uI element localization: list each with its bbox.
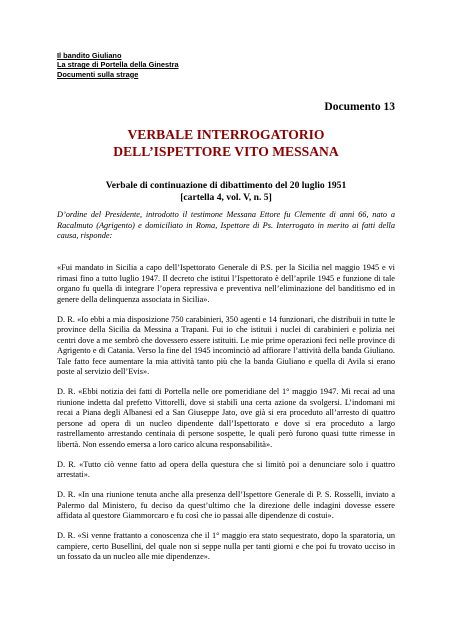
subtitle-line: Verbale di continuazione di dibattimento del 20 luglio 1951 [105, 180, 347, 191]
link-bandito-giuliano[interactable]: Il bandito Giuliano [57, 51, 122, 60]
paragraph: D. R. «Si venne frattanto a conoscenza che il 1° maggio era stato sequestrato, dopo la sparatoria, un campiere, certo Busellini, del quale non si seppe nulla per tanti giorni e che poi fu trovato ucciso in un fossato da un nucleo alle mie dipendenze». [57, 531, 395, 561]
paragraph: D. R. «Io ebbi a mia disposizione 750 carabinieri, 350 agenti e 14 funzionari, che distribuii in tutte le province della Sicilia da Messina a Trapani. Fui io che istituii i nuclei di carabinieri e polizia nei centri dove a me sembrò che dovessero essere istituiti. Le mie prime operazioni feci nelle province di Agrigento e di Catania. Verso la fine del 1945 incominciò ad affiorare l’attività della banda Giuliano. Tale fatto fece aumentare la mia attività tanto più che la banda Giuliano e quella di Avila si erano poste al servizio dell’Evis». [57, 314, 395, 376]
link-strage-portella[interactable]: La strage di Portella della Ginestra [57, 60, 179, 70]
title-line: VERBALE INTERROGATORIO [127, 127, 325, 142]
body-text [57, 263, 395, 572]
intro-paragraph: D’ordine del Presidente, introdotto il testimone Messana Ettore fu Clemente di anni 66, nato a Racalmuto (Agrigento) e domiciliato in Roma, Ispettore di Ps. Interrogato in merito ai fatti della causa, risponde: [57, 210, 395, 240]
paragraph: «Fui mandato in Sicilia a capo dell’Ispettorato Generale di P.S. per la Sicilia nel maggio 1945 e vi rimasi fino a tutto luglio 1947. Il decreto che istitui l’Ispettorato è dell’aprile 1945 e funzione di tale organo fu quella di integrare l’opera repressiva e preventiva nell’eliminazione del banditismo ed in genere della delinquenza associata in Sicilia». [57, 263, 395, 304]
title-line: DELL’ISPETTORE VITO MESSANA [113, 144, 339, 159]
subtitle [57, 180, 395, 204]
document-number: Documento 13 [324, 101, 395, 113]
paragraph: D. R. «Tutto ciò venne fatto ad opera della questura che si limitò poi a denunciare solo i quattro arrestati». [57, 459, 395, 479]
subtitle-line: [cartella 4, vol. V, n. 5] [180, 192, 272, 203]
paragraph: D. R. «In una riunione tenuta anche alla presenza dell’Ispettore Generale di P. S. Rosselli, inviato a Palermo dal Ministero, fu deciso da quest’ultimo che la direzione delle indagini dovesse essere affidata al questore Giammorcaro e fu così che io passai alle dipendenze di costui». [57, 490, 395, 520]
breadcrumb-links [57, 51, 179, 79]
paragraph: D. R. «Ebbi notizia dei fatti di Portella nelle ore pomeridiane del 1° maggio 1947. Mi recai ad una riunione indetta dal prefetto Vittorelli, dove si stabilì una certa azione da svolgersi. L’indomani mi recai a Piana degli Albanesi ed a San Giuseppe Jato, ove già si era proceduto all’arresto di quattro persone ad opera di un nucleo dipendente dall’Ispettorato e dove si era proceduto a largo rastrellamento arrestando centinaia di persone sospette, le quali però furono quasi tutte rimesse in libertà. Non essendo emersa a loro carico alcuna responsabilità». [57, 387, 395, 449]
page-title [57, 126, 395, 160]
link-documenti-strage[interactable]: Documenti sulla strage [57, 69, 139, 79]
